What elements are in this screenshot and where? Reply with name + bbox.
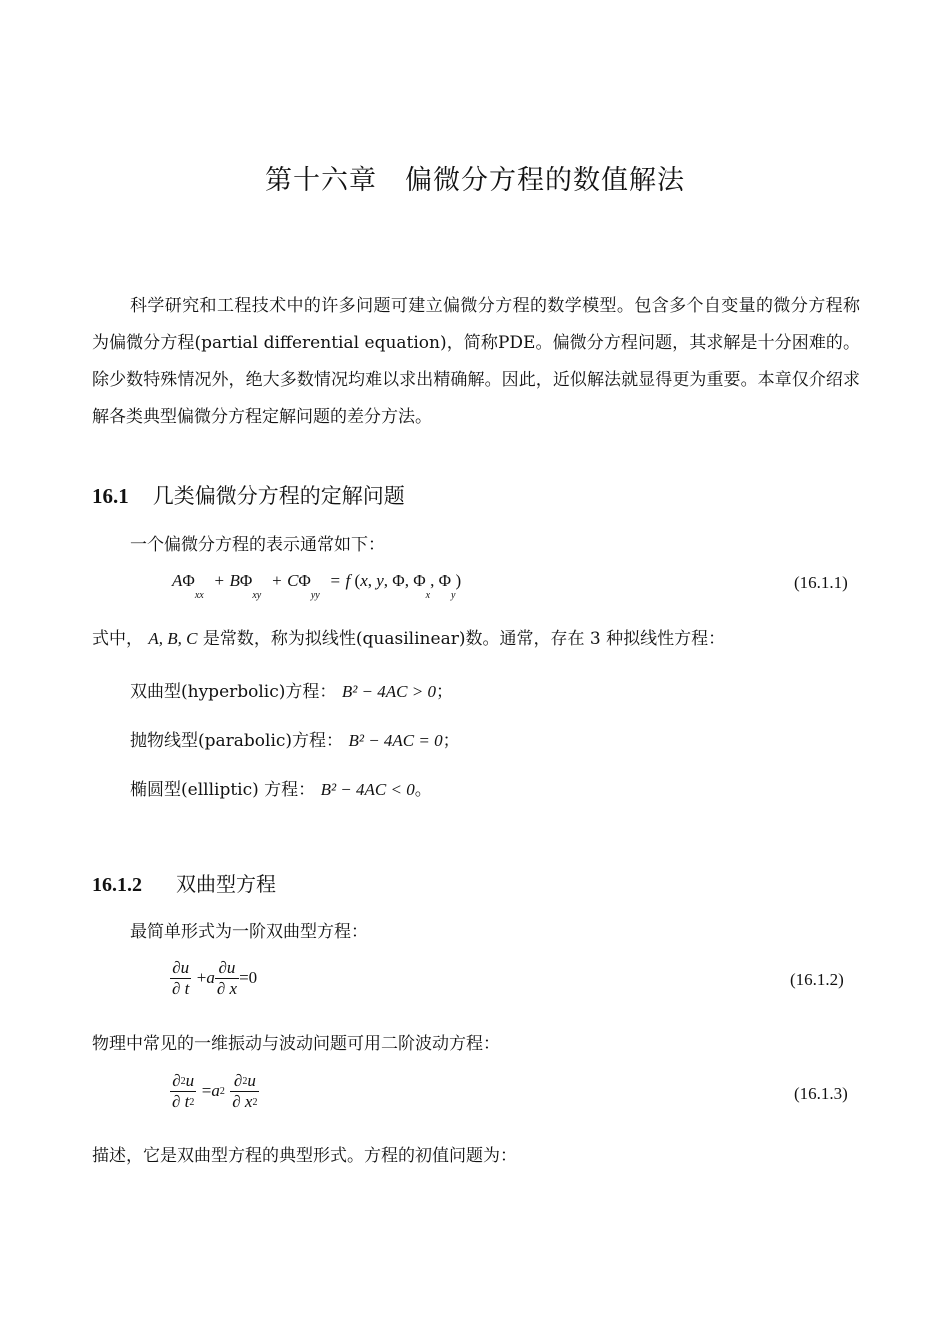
type-end: 。 [414,780,432,800]
equation-16-1-3: $\frac{\partial 2u}{\partial t2}$ =a2 $\frac{\partial 2u}{\partial x2}$ [172,1071,258,1111]
coefficients-text [92,624,725,649]
type-label: 椭圆型(ellliptic) 方程： [130,780,316,800]
type-end: ； [442,731,460,751]
equation-intro-text: 一个偏微分方程的表示通常如下： [130,535,385,555]
equation-number: (16.1.2) [790,970,844,989]
section-number: 16.1.2 [92,874,142,896]
initial-value-intro: 描述，它是双曲型方程的典型形式。方程的初值问题为： [92,1146,517,1166]
type-condition: B² − 4AC < 0 [320,780,415,799]
prefix-text: 式中， [92,629,143,649]
type-label: 抛物线型(parabolic)方程： [130,731,344,751]
section-number: 16.1 [92,484,129,508]
type-parabolic [130,726,460,751]
equation-number: (16.1.3) [794,1084,848,1103]
type-condition: B² − 4AC > 0 [341,682,436,701]
equation-16-1-1: $A\Phi_{xx} + B\Phi_{xy} + C\Phi_{yy} = f$ (x, y, Φ, $\Phi_x$, $\Phi_y$) [172,571,462,601]
chapter-title [0,158,950,197]
chapter-name: 偏微分方程的数值解法 [405,165,685,196]
section-title: 几类偏微分方程的定解问题 [152,484,405,508]
equation-16-1-2: $\frac{\partial u}{\partial t}$ +a $\frac{\partial u}{\partial x}$ =0 [172,958,258,998]
equation-number: (16.1.1) [794,573,848,592]
type-end: ； [435,682,453,702]
type-label: 双曲型(hyperbolic)方程： [130,682,337,702]
section-heading-16-1-2 [92,868,276,897]
suffix-text: 是常数，称为拟线性(quasilinear)数。通常，存在 3 种拟线性方程： [202,629,726,649]
wave-eq-intro: 物理中常见的一维振动与波动问题可用二阶波动方程： [92,1034,500,1054]
section-title: 双曲型方程 [176,872,276,896]
coefficient-vars: A, B, C [148,629,198,648]
section-heading-16-1 [92,480,405,510]
type-condition: B² − 4AC = 0 [348,731,443,750]
type-elliptic [130,775,432,800]
type-hyperbolic [130,677,453,702]
intro-paragraph: 科学研究和工程技术中的许多问题可建立偏微分方程的数学模型。包含多个自变量的微分方程称为偏微分方程(partial differential equation)，简称PDE。偏微分方程问题，其求解是十分困难的。除少数特殊情况外，绝大多数情况均难以求出精确解。因此，近似解法就显得更为重要。本章仅介绍求解各类典型偏微分方程定解问题的差分方法。 [92,296,860,427]
first-order-intro: 最简单形式为一阶双曲型方程： [130,922,368,942]
chapter-number: 第十六章 [265,165,377,196]
